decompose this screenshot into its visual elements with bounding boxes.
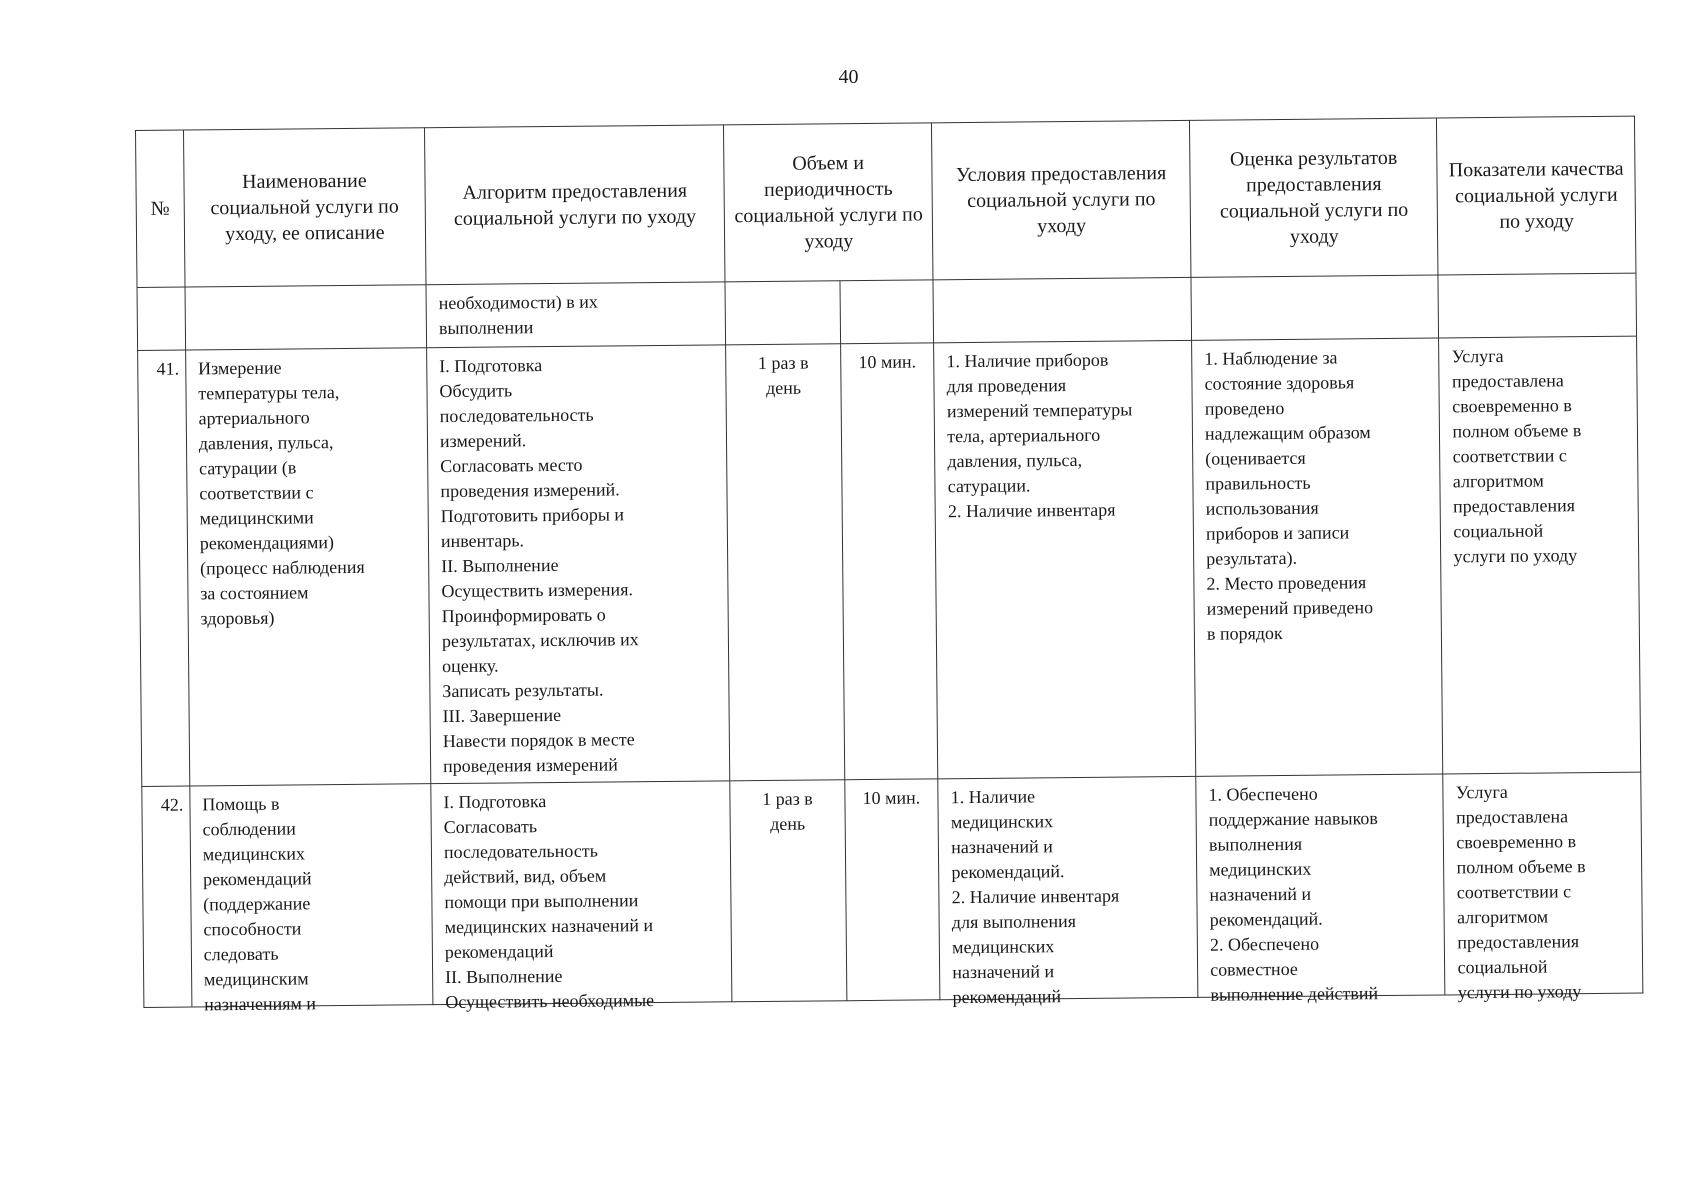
header-volume: Объем и периодичность социальной услуги по уходу <box>724 123 933 282</box>
service-algorithm: I. Подготовка Согласовать последовательность действий, вид, объем помощи при выполнении медицинских назначений и рекомендаций II. Выполнение Осуществить необходимые <box>443 791 655 1013</box>
page-number: 40 <box>838 66 859 88</box>
row-number: 41. <box>138 350 190 786</box>
row-number: 42. <box>142 786 192 1007</box>
service-evaluation: 1. Наблюдение за состояние здоровья проведено надлежащим образом (оценивается правильность использования приборов и записи результата). 2. Место проведения измерений приведено в порядок <box>1192 338 1444 776</box>
services-table <box>135 116 1643 1015</box>
service-evaluation: 1. Обеспечено поддержание навыков выполнения медицинских назначений и рекомендаций. 2. Обеспечено совместное выполнение действий <box>1208 783 1379 1005</box>
service-frequency: 1 раз в день <box>730 780 846 1002</box>
table-row <box>138 336 1641 786</box>
service-conditions: 1. Наличие приборов для проведения измерений температуры тела, артериального давления, пульса, сатурации. 2. Наличие инвентаря <box>934 340 1196 778</box>
service-quality: Услуга предоставлена своевременно в полном объеме в соответствии с алгоритмом предоставления социальной услуги по уходу <box>1439 336 1641 774</box>
header-evaluation: Оценка результатов предоставления социальной услуги по уходу <box>1189 118 1438 277</box>
service-conditions: 1. Наличие медицинских назначений и рекомендаций. 2. Наличие инвентаря для выполнения медицинских назначений и рекомендаций <box>950 786 1120 1008</box>
service-algorithm: I. Подготовка Обсудить последовательность измерений. Согласовать место проведения измерений. Подготовить приборы и инвентарь. II. Выполнение Осуществить измерения. Проинформировать о результатах, исключив их оценку. Записать результаты. III. Завершение Навести порядок в месте проведения измерений <box>427 345 731 784</box>
service-name: Измерение температуры тела, артериального давления, пульса, сатурации (в соответствии с медицинскими рекомендациями) (процесс наблюдения за состоянием здоровья) <box>185 348 430 786</box>
table-row <box>142 772 1643 1007</box>
table-header-row <box>136 116 1636 287</box>
header-conditions: Условия предоставления социальной услуги по уходу <box>932 120 1191 279</box>
service-duration: 10 мин. <box>844 779 940 1001</box>
header-quality: Показатели качества социальной услуги по уходу <box>1437 116 1636 275</box>
service-name: Помощь в соблюдении медицинских рекомендаций (поддержание способности следовать медицинским назначениям и <box>202 793 317 1015</box>
header-service-name: Наименование социальной услуги по уходу, ее описание <box>183 128 426 287</box>
header-number: № <box>136 130 185 287</box>
service-frequency: 1 раз в день <box>726 344 845 781</box>
service-quality: Услуга предоставлена своевременно в полном объеме в соответствии с алгоритмом предоставления социальной услуги по уходу <box>1455 781 1586 1003</box>
header-algorithm: Алгоритм предоставления социальной услуги по уходу <box>424 125 725 285</box>
continuation-algorithm: необходимости) в их выполнении <box>426 282 726 348</box>
service-duration: 10 мин. <box>840 343 938 780</box>
